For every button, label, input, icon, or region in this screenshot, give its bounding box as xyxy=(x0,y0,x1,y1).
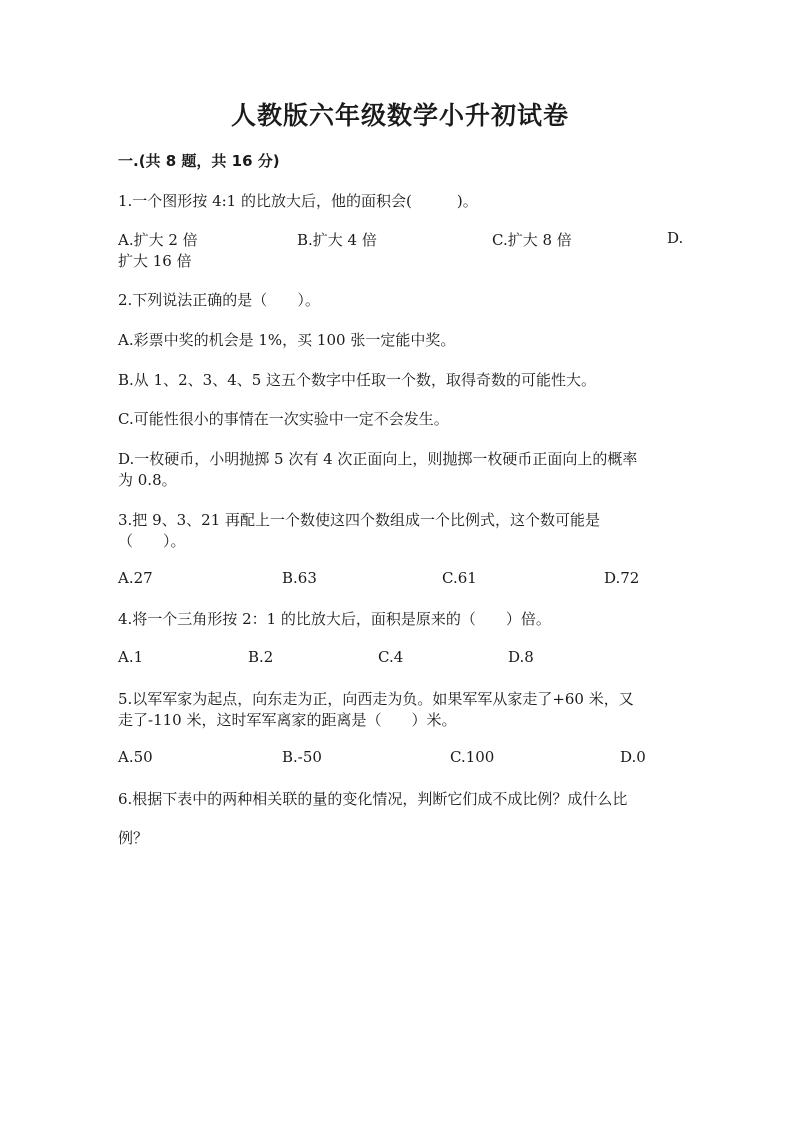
question-4-option-a: A.1 xyxy=(118,648,144,666)
question-3-option-c: C.61 xyxy=(442,569,477,587)
question-3-option-a: A.27 xyxy=(118,569,153,587)
question-3-stem: 3.把 9、3、21 再配上一个数使这四个数组成一个比例式，这个数可能是 xyxy=(118,511,601,529)
question-6-stem-cont: 例？ xyxy=(118,829,149,847)
question-4-option-d: D.8 xyxy=(508,648,534,666)
question-2-option-c: C.可能性很小的事情在一次实验中一定不会发生。 xyxy=(118,410,449,428)
question-3-option-b: B.63 xyxy=(282,569,317,587)
question-2-stem: 2.下列说法正确的是（ ）。 xyxy=(118,291,320,309)
question-3-stem-cont: （ ）。 xyxy=(118,532,186,550)
question-3-option-d: D.72 xyxy=(604,569,640,587)
question-1-option-a: A.扩大 2 倍 xyxy=(118,231,198,249)
question-2-option-d: D.一枚硬币，小明抛掷 5 次有 4 次正面向上，则抛掷一枚硬币正面向上的概率 xyxy=(118,450,638,468)
question-2-option-b: B.从 1、2、3、4、5 这五个数字中任取一个数，取得奇数的可能性大。 xyxy=(118,371,597,389)
question-1-stem: 1.一个图形按 4:1 的比放大后，他的面积会( )。 xyxy=(118,192,478,210)
question-2-option-a: A.彩票中奖的机会是 1%，买 100 张一定能中奖。 xyxy=(118,331,456,349)
question-5-option-d: D.0 xyxy=(620,748,646,766)
question-5-option-a: A.50 xyxy=(118,748,153,766)
question-1-option-d: D. xyxy=(667,229,684,247)
question-5-option-b: B.-50 xyxy=(282,748,322,766)
question-5-option-c: C.100 xyxy=(450,748,495,766)
question-4-stem: 4.将一个三角形按 2：1 的比放大后，面积是原来的（ ）倍。 xyxy=(118,610,551,628)
section-heading: 一.(共 8 题，共 16 分) xyxy=(118,152,280,170)
question-4-option-c: C.4 xyxy=(378,648,404,666)
question-5-stem-cont: 走了-110 米，这时军军离家的距离是（ ）米。 xyxy=(118,711,457,729)
question-6-stem: 6.根据下表中的两种相关联的量的变化情况，判断它们成不成比例？成什么比 xyxy=(118,790,628,808)
question-5-stem: 5.以军军家为起点，向东走为正，向西走为负。如果军军从家走了+60 米，又 xyxy=(118,690,634,708)
question-1-option-c: C.扩大 8 倍 xyxy=(492,231,572,249)
question-4-option-b: B.2 xyxy=(248,648,274,666)
question-1-option-d-text: 扩大 16 倍 xyxy=(118,252,192,270)
page-title: 人教版六年级数学小升初试卷 xyxy=(230,101,569,130)
question-1-option-b: B.扩大 4 倍 xyxy=(297,231,377,249)
question-2-option-d-cont: 为 0.8。 xyxy=(118,471,177,489)
